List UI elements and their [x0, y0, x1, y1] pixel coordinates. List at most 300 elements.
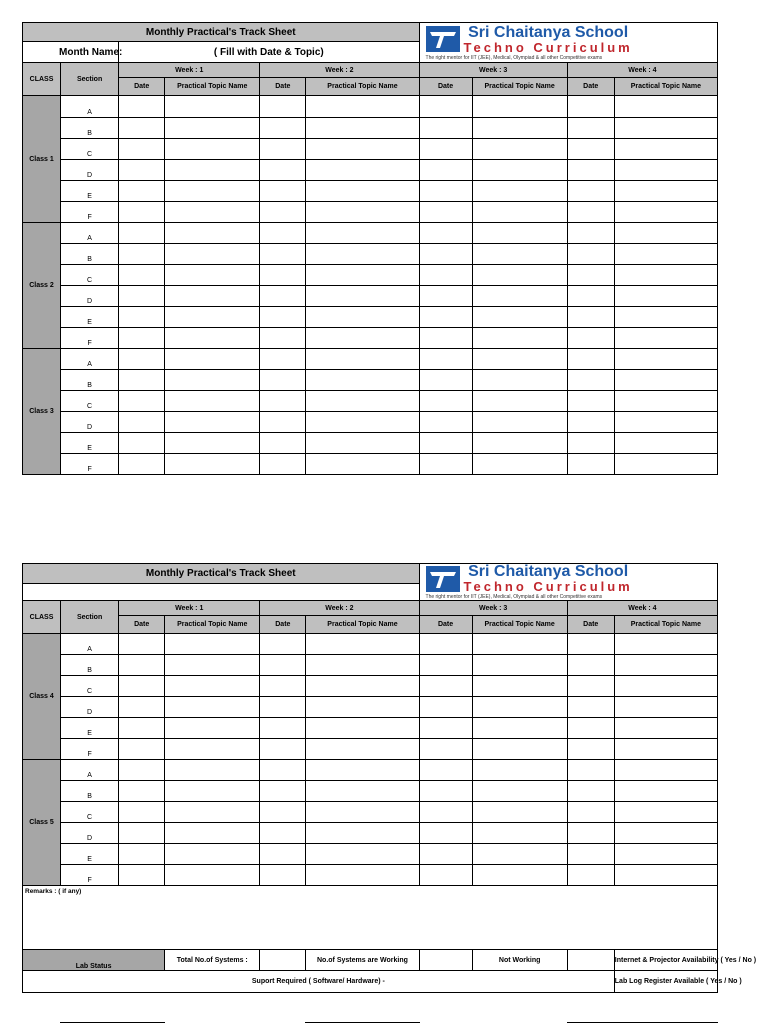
date-cell[interactable] [567, 96, 614, 118]
topic-cell[interactable] [472, 739, 567, 760]
date-cell[interactable] [119, 265, 165, 286]
topic-cell[interactable] [165, 823, 260, 844]
date-cell[interactable] [419, 139, 472, 160]
section-label: B [61, 655, 119, 676]
sheet-title: Monthly Practical's Track Sheet [23, 23, 420, 42]
date-cell[interactable] [260, 844, 306, 865]
topic-cell[interactable] [614, 844, 717, 865]
topic-cell[interactable] [165, 454, 260, 475]
track-sheet-1 [22, 22, 718, 475]
topic-cell[interactable] [614, 676, 717, 697]
topic-cell[interactable] [472, 139, 567, 160]
date-cell[interactable] [119, 433, 165, 454]
date-cell[interactable] [567, 676, 614, 697]
date-cell[interactable] [567, 370, 614, 391]
date-cell[interactable] [419, 823, 472, 844]
date-cell[interactable] [567, 823, 614, 844]
date-cell[interactable] [119, 634, 165, 655]
date-cell[interactable] [260, 96, 306, 118]
topic-cell[interactable] [306, 223, 419, 244]
date-cell[interactable] [567, 697, 614, 718]
topic-cell[interactable] [165, 676, 260, 697]
topic-cell[interactable] [306, 96, 419, 118]
section-label: E [61, 181, 119, 202]
topic-cell[interactable] [306, 433, 419, 454]
topic-cell[interactable] [165, 223, 260, 244]
month-label: Month Name: [23, 42, 119, 63]
date-cell[interactable] [119, 802, 165, 823]
topic-cell[interactable] [614, 454, 717, 475]
working-systems-field[interactable] [419, 950, 472, 971]
topic-cell[interactable] [614, 655, 717, 676]
col-week-4: Week : 4 [567, 63, 717, 78]
topic-cell[interactable] [614, 760, 717, 781]
date-cell[interactable] [119, 370, 165, 391]
date-cell[interactable] [260, 118, 306, 139]
section-label: F [61, 865, 119, 886]
date-cell[interactable] [260, 349, 306, 370]
date-cell[interactable] [419, 160, 472, 181]
date-cell[interactable] [260, 244, 306, 265]
date-cell[interactable] [119, 96, 165, 118]
section-label: D [61, 160, 119, 181]
date-cell[interactable] [567, 265, 614, 286]
date-cell[interactable] [260, 160, 306, 181]
date-cell[interactable] [260, 823, 306, 844]
topic-cell[interactable] [165, 433, 260, 454]
topic-cell[interactable] [165, 865, 260, 886]
section-label: B [61, 244, 119, 265]
date-cell[interactable] [260, 391, 306, 412]
topic-cell[interactable] [472, 412, 567, 433]
date-cell[interactable] [419, 286, 472, 307]
topic-cell[interactable] [472, 349, 567, 370]
class-label: Class 4 [23, 634, 61, 760]
remarks-box[interactable]: Remarks : ( if any) [23, 886, 718, 950]
date-cell[interactable] [419, 202, 472, 223]
col-week-1: Week : 1 [119, 601, 260, 616]
col-date: Date [119, 78, 165, 96]
section-label: C [61, 802, 119, 823]
date-cell[interactable] [419, 697, 472, 718]
date-cell[interactable] [419, 844, 472, 865]
table-row [23, 349, 718, 370]
topic-cell[interactable] [306, 244, 419, 265]
date-cell[interactable] [119, 181, 165, 202]
date-cell[interactable] [119, 454, 165, 475]
class-label: Class 5 [23, 760, 61, 886]
date-cell[interactable] [260, 370, 306, 391]
table-row [23, 328, 718, 349]
topic-cell[interactable] [306, 823, 419, 844]
topic-cell[interactable] [614, 718, 717, 739]
topic-cell[interactable] [614, 328, 717, 349]
topic-cell[interactable] [306, 865, 419, 886]
topic-cell[interactable] [306, 781, 419, 802]
date-cell[interactable] [419, 718, 472, 739]
date-cell[interactable] [260, 223, 306, 244]
date-cell[interactable] [419, 634, 472, 655]
date-cell[interactable] [119, 412, 165, 433]
col-week-1: Week : 1 [119, 63, 260, 78]
date-cell[interactable] [119, 307, 165, 328]
date-cell[interactable] [260, 802, 306, 823]
table-row [23, 697, 718, 718]
topic-cell[interactable] [614, 349, 717, 370]
topic-cell[interactable] [614, 370, 717, 391]
date-cell[interactable] [567, 118, 614, 139]
topic-cell[interactable] [306, 307, 419, 328]
section-label: A [61, 223, 119, 244]
date-cell[interactable] [567, 139, 614, 160]
date-cell[interactable] [119, 718, 165, 739]
date-cell[interactable] [567, 202, 614, 223]
topic-cell[interactable] [165, 307, 260, 328]
table-row [23, 96, 718, 118]
section-label: E [61, 718, 119, 739]
topic-cell[interactable] [472, 844, 567, 865]
date-cell[interactable] [119, 286, 165, 307]
date-cell[interactable] [567, 634, 614, 655]
topic-cell[interactable] [306, 412, 419, 433]
topic-cell[interactable] [165, 160, 260, 181]
topic-cell[interactable] [472, 307, 567, 328]
topic-cell[interactable] [472, 96, 567, 118]
table-row [23, 634, 718, 655]
topic-cell[interactable] [165, 781, 260, 802]
topic-cell[interactable] [306, 181, 419, 202]
topic-cell[interactable] [472, 286, 567, 307]
total-systems-field[interactable] [260, 950, 306, 971]
section-label: A [61, 96, 119, 118]
topic-cell[interactable] [165, 244, 260, 265]
date-cell[interactable] [419, 244, 472, 265]
topic-cell[interactable] [306, 349, 419, 370]
date-cell[interactable] [260, 307, 306, 328]
signature-line-2 [305, 1022, 420, 1023]
topic-cell[interactable] [614, 634, 717, 655]
date-cell[interactable] [419, 370, 472, 391]
topic-cell[interactable] [306, 697, 419, 718]
date-cell[interactable] [567, 412, 614, 433]
topic-cell[interactable] [614, 307, 717, 328]
col-class: CLASS [23, 601, 61, 634]
date-cell[interactable] [567, 433, 614, 454]
date-cell[interactable] [419, 865, 472, 886]
topic-cell[interactable] [165, 328, 260, 349]
date-cell[interactable] [260, 412, 306, 433]
topic-cell[interactable] [614, 433, 717, 454]
date-cell[interactable] [119, 865, 165, 886]
date-cell[interactable] [567, 160, 614, 181]
date-cell[interactable] [567, 739, 614, 760]
topic-cell[interactable] [165, 265, 260, 286]
date-cell[interactable] [419, 739, 472, 760]
date-cell[interactable] [567, 181, 614, 202]
date-cell[interactable] [119, 823, 165, 844]
date-cell[interactable] [260, 655, 306, 676]
topic-cell[interactable] [614, 265, 717, 286]
topic-cell[interactable] [614, 118, 717, 139]
topic-cell[interactable] [472, 865, 567, 886]
topic-cell[interactable] [165, 718, 260, 739]
date-cell[interactable] [119, 202, 165, 223]
topic-cell[interactable] [306, 118, 419, 139]
topic-cell[interactable] [472, 655, 567, 676]
topic-cell[interactable] [614, 202, 717, 223]
date-cell[interactable] [419, 265, 472, 286]
topic-cell[interactable] [165, 181, 260, 202]
date-cell[interactable] [419, 412, 472, 433]
date-cell[interactable] [260, 676, 306, 697]
date-cell[interactable] [119, 844, 165, 865]
date-cell[interactable] [260, 328, 306, 349]
table-row [23, 391, 718, 412]
date-cell[interactable] [567, 844, 614, 865]
topic-cell[interactable] [165, 349, 260, 370]
date-cell[interactable] [260, 286, 306, 307]
topic-cell[interactable] [306, 139, 419, 160]
topic-cell[interactable] [306, 676, 419, 697]
date-cell[interactable] [119, 655, 165, 676]
date-cell[interactable] [567, 391, 614, 412]
date-cell[interactable] [119, 676, 165, 697]
date-cell[interactable] [260, 181, 306, 202]
topic-cell[interactable] [165, 391, 260, 412]
class-label: Class 2 [23, 223, 61, 349]
date-cell[interactable] [419, 96, 472, 118]
table-row [23, 307, 718, 328]
date-cell[interactable] [260, 760, 306, 781]
date-cell[interactable] [119, 118, 165, 139]
topic-cell[interactable] [306, 760, 419, 781]
topic-cell[interactable] [165, 412, 260, 433]
date-cell[interactable] [260, 634, 306, 655]
topic-cell[interactable] [306, 286, 419, 307]
topic-cell[interactable] [472, 454, 567, 475]
sheet-table-1 [22, 22, 718, 475]
topic-cell[interactable] [614, 865, 717, 886]
date-cell[interactable] [260, 697, 306, 718]
not-working-field[interactable] [567, 950, 614, 971]
track-sheet-2 [22, 563, 757, 993]
section-label: F [61, 739, 119, 760]
logo-mark-icon [426, 26, 460, 52]
topic-cell[interactable] [165, 370, 260, 391]
date-cell[interactable] [419, 223, 472, 244]
date-cell[interactable] [567, 328, 614, 349]
topic-cell[interactable] [472, 223, 567, 244]
table-row [23, 718, 718, 739]
date-cell[interactable] [260, 781, 306, 802]
date-cell[interactable] [260, 139, 306, 160]
topic-cell[interactable] [306, 391, 419, 412]
date-cell[interactable] [119, 223, 165, 244]
topic-cell[interactable] [614, 391, 717, 412]
section-label: B [61, 781, 119, 802]
topic-cell[interactable] [472, 265, 567, 286]
date-cell[interactable] [419, 328, 472, 349]
topic-cell[interactable] [472, 118, 567, 139]
topic-cell[interactable] [614, 286, 717, 307]
topic-cell[interactable] [614, 139, 717, 160]
date-cell[interactable] [419, 676, 472, 697]
logo-name: Sri Chaitanya School [468, 23, 629, 41]
topic-cell[interactable] [472, 433, 567, 454]
date-cell[interactable] [567, 223, 614, 244]
table-row [23, 202, 718, 223]
date-cell[interactable] [419, 760, 472, 781]
topic-cell[interactable] [614, 781, 717, 802]
date-cell[interactable] [419, 781, 472, 802]
table-row [23, 139, 718, 160]
date-cell[interactable] [567, 286, 614, 307]
topic-cell[interactable] [165, 655, 260, 676]
topic-cell[interactable] [472, 634, 567, 655]
topic-cell[interactable] [614, 739, 717, 760]
topic-cell[interactable] [614, 697, 717, 718]
topic-cell[interactable] [472, 202, 567, 223]
section-label: F [61, 454, 119, 475]
logo-tagline: The right mentor for IIT (JEE), Medical, Olympiad & all other Competitive exams [425, 54, 603, 61]
col-section: Section [61, 63, 119, 96]
section-label: C [61, 139, 119, 160]
date-cell[interactable] [567, 760, 614, 781]
sheet-title: Monthly Practical's Track Sheet [23, 564, 420, 584]
date-cell[interactable] [419, 655, 472, 676]
support-required-label: Suport Required ( Software/ Hardware) - [23, 971, 615, 993]
topic-cell[interactable] [472, 718, 567, 739]
topic-cell[interactable] [614, 244, 717, 265]
date-cell[interactable] [567, 307, 614, 328]
topic-cell[interactable] [472, 802, 567, 823]
topic-cell[interactable] [306, 739, 419, 760]
date-cell[interactable] [419, 181, 472, 202]
topic-cell[interactable] [472, 328, 567, 349]
date-cell[interactable] [260, 865, 306, 886]
date-cell[interactable] [119, 697, 165, 718]
topic-cell[interactable] [472, 160, 567, 181]
topic-cell[interactable] [614, 223, 717, 244]
date-cell[interactable] [419, 802, 472, 823]
date-cell[interactable] [119, 160, 165, 181]
topic-cell[interactable] [165, 286, 260, 307]
topic-cell[interactable] [614, 823, 717, 844]
date-cell[interactable] [567, 454, 614, 475]
topic-cell[interactable] [472, 676, 567, 697]
section-label: D [61, 412, 119, 433]
date-cell[interactable] [567, 781, 614, 802]
date-cell[interactable] [567, 802, 614, 823]
topic-cell[interactable] [472, 697, 567, 718]
working-systems-label: No.of Systems are Working [306, 950, 419, 971]
topic-cell[interactable] [306, 655, 419, 676]
topic-cell[interactable] [472, 370, 567, 391]
topic-cell[interactable] [614, 96, 717, 118]
col-topic: Practical Topic Name [306, 616, 419, 634]
date-cell[interactable] [119, 349, 165, 370]
topic-cell[interactable] [306, 160, 419, 181]
table-row [23, 802, 718, 823]
topic-cell[interactable] [472, 760, 567, 781]
topic-cell[interactable] [165, 802, 260, 823]
col-class: CLASS [23, 63, 61, 96]
not-working-label: Not Working [472, 950, 567, 971]
topic-cell[interactable] [472, 391, 567, 412]
topic-cell[interactable] [306, 718, 419, 739]
topic-cell[interactable] [472, 244, 567, 265]
date-cell[interactable] [567, 655, 614, 676]
date-cell[interactable] [419, 454, 472, 475]
topic-cell[interactable] [306, 370, 419, 391]
topic-cell[interactable] [165, 202, 260, 223]
section-label: C [61, 676, 119, 697]
date-cell[interactable] [419, 118, 472, 139]
topic-cell[interactable] [165, 739, 260, 760]
topic-cell[interactable] [614, 181, 717, 202]
topic-cell[interactable] [472, 781, 567, 802]
topic-cell[interactable] [165, 118, 260, 139]
date-cell[interactable] [419, 307, 472, 328]
date-cell[interactable] [119, 739, 165, 760]
table-row [23, 286, 718, 307]
date-cell[interactable] [260, 433, 306, 454]
date-cell[interactable] [119, 244, 165, 265]
logo-mark-icon [426, 566, 460, 592]
topic-cell[interactable] [472, 181, 567, 202]
topic-cell[interactable] [306, 202, 419, 223]
date-cell[interactable] [419, 349, 472, 370]
topic-cell[interactable] [614, 412, 717, 433]
topic-cell[interactable] [306, 634, 419, 655]
topic-cell[interactable] [614, 160, 717, 181]
date-cell[interactable] [119, 139, 165, 160]
col-week-2: Week : 2 [260, 63, 419, 78]
topic-cell[interactable] [165, 139, 260, 160]
date-cell[interactable] [260, 265, 306, 286]
date-cell[interactable] [119, 391, 165, 412]
col-topic: Practical Topic Name [306, 78, 419, 96]
date-cell[interactable] [567, 244, 614, 265]
date-cell[interactable] [119, 781, 165, 802]
topic-cell[interactable] [165, 760, 260, 781]
date-cell[interactable] [419, 433, 472, 454]
topic-cell[interactable] [306, 328, 419, 349]
topic-cell[interactable] [306, 265, 419, 286]
topic-cell[interactable] [165, 96, 260, 118]
date-cell[interactable] [419, 391, 472, 412]
date-cell[interactable] [119, 328, 165, 349]
topic-cell[interactable] [614, 802, 717, 823]
date-cell[interactable] [567, 349, 614, 370]
date-cell[interactable] [260, 454, 306, 475]
date-cell[interactable] [567, 865, 614, 886]
topic-cell[interactable] [306, 844, 419, 865]
date-cell[interactable] [260, 739, 306, 760]
date-cell[interactable] [567, 718, 614, 739]
topic-cell[interactable] [306, 454, 419, 475]
section-label: E [61, 844, 119, 865]
date-cell[interactable] [260, 718, 306, 739]
date-cell[interactable] [119, 760, 165, 781]
topic-cell[interactable] [472, 823, 567, 844]
topic-cell[interactable] [165, 697, 260, 718]
topic-cell[interactable] [165, 634, 260, 655]
topic-cell[interactable] [165, 844, 260, 865]
topic-cell[interactable] [306, 802, 419, 823]
col-date: Date [419, 78, 472, 96]
date-cell[interactable] [260, 202, 306, 223]
